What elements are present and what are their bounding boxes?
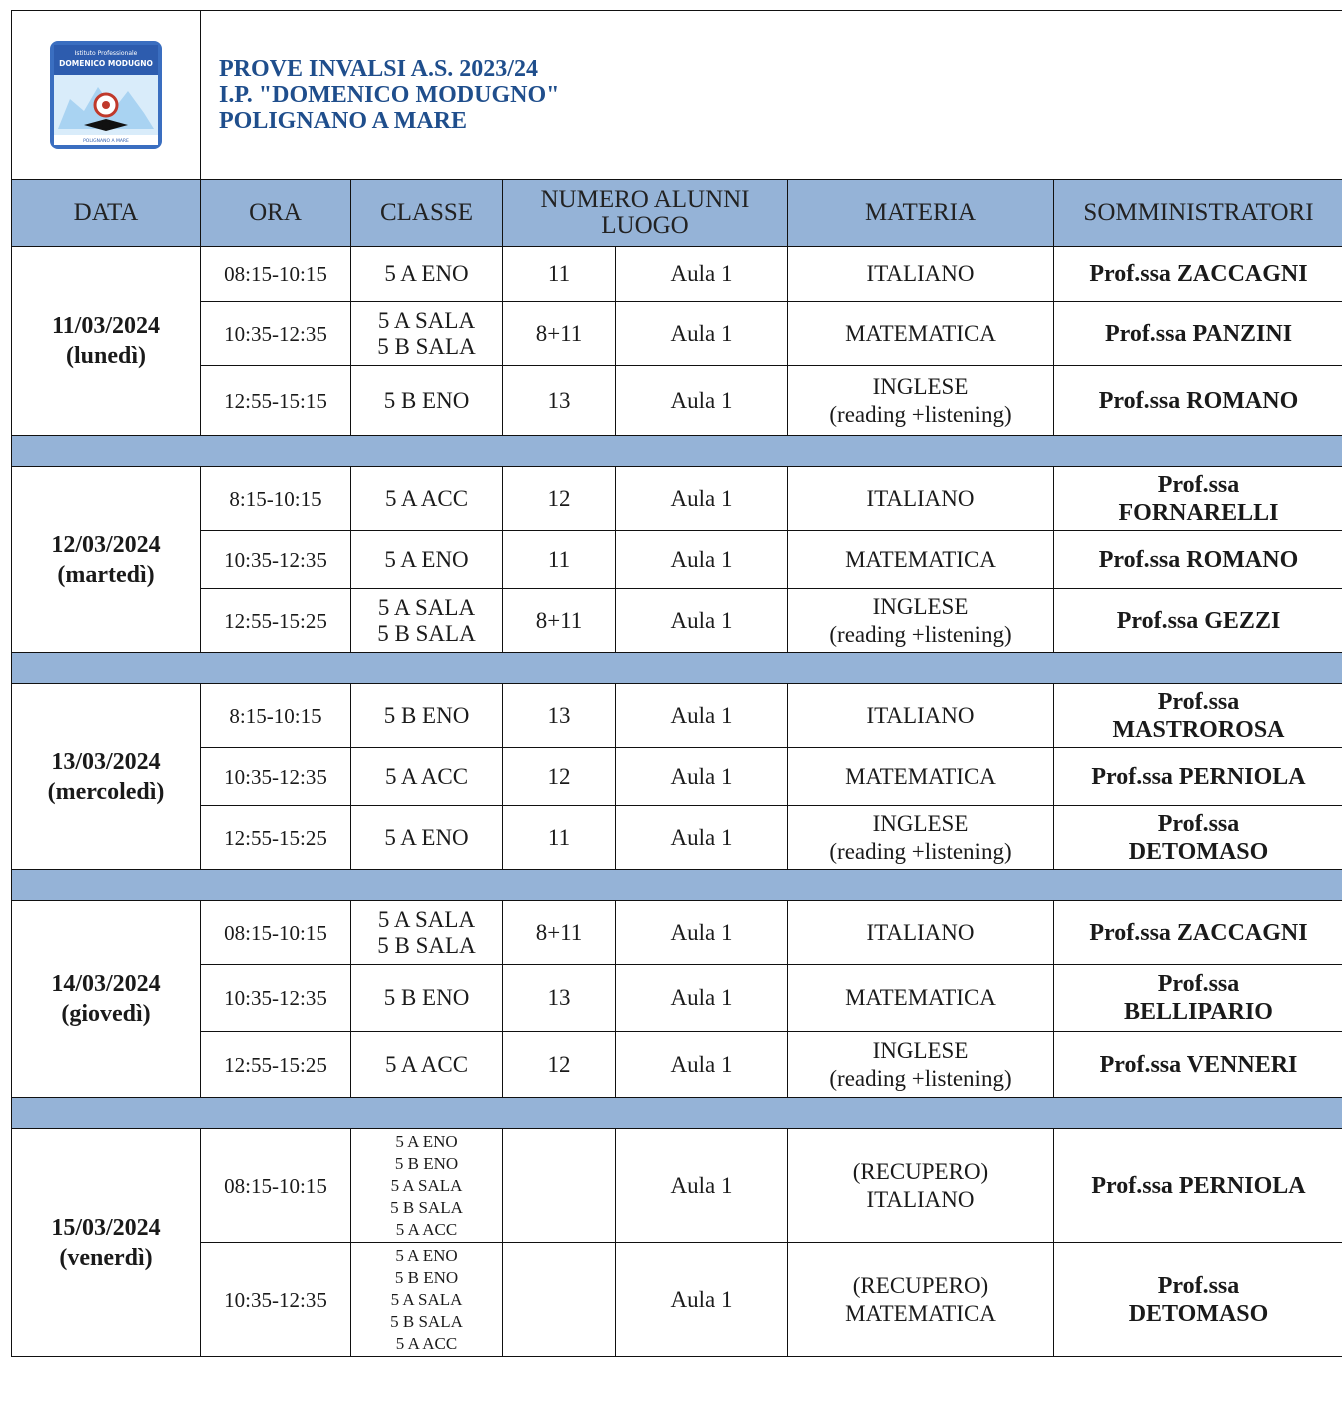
materia-line: MATEMATICA [845, 985, 996, 1010]
weekday-value: (martedì) [57, 561, 155, 588]
luogo-cell: Aula 1 [616, 589, 788, 653]
table-row [12, 806, 1342, 870]
somministratore-line: Prof.ssa ZACCAGNI [1089, 261, 1308, 287]
somministratore-cell [1054, 806, 1342, 870]
classe-line: 5 B SALA [377, 333, 476, 359]
date-cell [12, 247, 201, 436]
luogo-cell: Aula 1 [616, 901, 788, 965]
table-row [12, 589, 1342, 653]
materia-line: INGLESE [872, 810, 969, 836]
title-line-3: POLIGNANO A MARE [219, 108, 468, 134]
separator-cell [12, 1098, 1342, 1129]
col-header-somministratori: SOMMINISTRATORI [1054, 180, 1342, 247]
classe-line: 5 A SALA [377, 594, 476, 620]
materia-cell [788, 806, 1054, 870]
ora-cell: 08:15-10:15 [201, 247, 351, 302]
somministratore-line: Prof.ssa VENNERI [1099, 1051, 1298, 1078]
somministratore-cell [1054, 1129, 1342, 1243]
materia-cell [788, 589, 1054, 653]
classe-line: 5 B SALA [377, 620, 476, 646]
materia-cell [788, 531, 1054, 589]
luogo-cell: Aula 1 [616, 1129, 788, 1243]
somministratore-cell [1054, 684, 1342, 748]
somministratore-cell [1054, 1032, 1342, 1098]
classe-line: 5 A ACC [384, 763, 469, 789]
somministratore-line: Prof.ssa GEZZI [1116, 607, 1281, 634]
alunni-cell: 12 [503, 467, 616, 531]
somministratore-line: DETOMASO [1128, 1300, 1269, 1327]
date-value: 12/03/2024 [51, 531, 161, 558]
col-header-classe: CLASSE [351, 180, 503, 247]
classe-line: 5 B ENO [383, 387, 470, 413]
somministratore-line: DETOMASO [1128, 838, 1269, 865]
alunni-cell: 13 [503, 684, 616, 748]
ora-cell: 10:35-12:35 [201, 531, 351, 589]
classe-cell [351, 1129, 503, 1243]
materia-line: INGLESE [872, 593, 969, 619]
date-value: 13/03/2024 [51, 748, 161, 775]
materia-cell [788, 302, 1054, 366]
somministratore-cell [1054, 965, 1342, 1032]
logo-cell [12, 11, 201, 180]
somministratore-line: Prof.ssa PERNIOLA [1091, 1172, 1306, 1199]
day-separator [12, 653, 1342, 684]
somministratore-cell [1054, 467, 1342, 531]
somministratore-line: Prof.ssa ROMANO [1098, 387, 1299, 414]
somministratore-line: Prof.ssa [1157, 471, 1240, 498]
weekday-value: (mercoledì) [47, 778, 165, 805]
classe-line: 5 B ENO [394, 1153, 459, 1173]
classe-line: 5 A ENO [384, 824, 469, 850]
date-cell [12, 1129, 201, 1357]
materia-line: MATEMATICA [845, 546, 996, 572]
classe-line: 5 A SALA [377, 307, 476, 333]
somministratore-cell [1054, 901, 1342, 965]
alunni-cell: 11 [503, 247, 616, 302]
title-line-2: I.P. "DOMENICO MODUGNO" [219, 82, 560, 108]
materia-line: MATEMATICA [845, 320, 996, 346]
alunni-cell: 13 [503, 965, 616, 1032]
alunni-cell: 8+11 [503, 589, 616, 653]
materia-line: ITALIANO [866, 1186, 975, 1212]
somministratore-line: Prof.ssa [1157, 971, 1240, 997]
classe-cell [351, 901, 503, 965]
table-row [12, 748, 1342, 806]
luogo-cell: Aula 1 [616, 1243, 788, 1357]
materia-line: (reading +listening) [829, 401, 1012, 427]
luogo-cell: Aula 1 [616, 467, 788, 531]
somministratore-cell [1054, 748, 1342, 806]
logo-title-text: DOMENICO MODUGNO [59, 59, 153, 68]
materia-line: ITALIANO [866, 702, 975, 728]
materia-cell [788, 748, 1054, 806]
somministratore-line: Prof.ssa ROMANO [1098, 546, 1299, 573]
ora-cell: 08:15-10:15 [201, 1129, 351, 1243]
materia-cell [788, 1032, 1054, 1098]
table-row [12, 247, 1342, 302]
luogo-cell: Aula 1 [616, 531, 788, 589]
materia-line: ITALIANO [866, 485, 975, 511]
day-separator [12, 870, 1342, 901]
classe-cell [351, 1243, 503, 1357]
separator-cell [12, 870, 1342, 901]
document-title [201, 11, 1342, 180]
ora-cell: 12:55-15:25 [201, 1032, 351, 1098]
col-header-luogo: LUOGO [601, 212, 689, 239]
alunni-cell [503, 1243, 616, 1357]
table-row [12, 965, 1342, 1032]
luogo-cell: Aula 1 [616, 684, 788, 748]
classe-cell [351, 965, 503, 1032]
ora-cell: 8:15-10:15 [201, 467, 351, 531]
date-value: 11/03/2024 [51, 313, 160, 339]
date-value: 15/03/2024 [51, 1214, 161, 1241]
materia-line: (RECUPERO) [852, 1272, 989, 1298]
classe-line: 5 A ACC [384, 485, 469, 511]
table-row [12, 1243, 1342, 1357]
alunni-cell: 8+11 [503, 302, 616, 366]
table-row [12, 1032, 1342, 1098]
materia-line: (reading +listening) [829, 621, 1012, 647]
ora-cell: 10:35-12:35 [201, 1243, 351, 1357]
classe-line: 5 A ACC [395, 1333, 458, 1353]
ora-cell: 8:15-10:15 [201, 684, 351, 748]
materia-cell [788, 1243, 1054, 1357]
somministratore-line: Prof.ssa PANZINI [1104, 320, 1293, 347]
luogo-cell: Aula 1 [616, 965, 788, 1032]
col-header-data: DATA [12, 180, 201, 247]
ora-cell: 12:55-15:25 [201, 589, 351, 653]
classe-cell [351, 531, 503, 589]
classe-line: 5 B ENO [383, 702, 470, 728]
classe-line: 5 B SALA [390, 1311, 463, 1331]
svg-text:POLIGNANO A MARE: POLIGNANO A MARE [83, 139, 129, 144]
somministratore-line: Prof.ssa [1157, 810, 1240, 837]
classe-line: 5 B ENO [383, 985, 470, 1010]
materia-line: MATEMATICA [845, 1300, 996, 1326]
days-body [12, 247, 1342, 1357]
svg-text:Istituto Professionale: Istituto Professionale [74, 50, 138, 57]
luogo-cell: Aula 1 [616, 806, 788, 870]
luogo-cell: Aula 1 [616, 247, 788, 302]
somministratore-cell [1054, 531, 1342, 589]
ora-cell: 10:35-12:35 [201, 302, 351, 366]
somministratore-cell [1054, 366, 1342, 436]
materia-line: (RECUPERO) [852, 1158, 989, 1184]
classe-line: 5 A ACC [384, 1051, 469, 1077]
luogo-cell: Aula 1 [616, 1032, 788, 1098]
alunni-cell [503, 1129, 616, 1243]
materia-line: ITALIANO [866, 261, 975, 286]
materia-line: (reading +listening) [829, 838, 1012, 864]
ora-cell: 10:35-12:35 [201, 748, 351, 806]
date-cell [12, 467, 201, 653]
classe-line: 5 A ENO [395, 1245, 458, 1265]
classe-line: 5 B SALA [390, 1197, 463, 1217]
classe-cell [351, 589, 503, 653]
alunni-cell: 13 [503, 366, 616, 436]
table-row [12, 302, 1342, 366]
title-line-1: PROVE INVALSI A.S. 2023/24 [219, 56, 538, 82]
classe-cell [351, 247, 503, 302]
weekday-value: (lunedì) [65, 343, 146, 369]
classe-line: 5 A SALA [377, 906, 476, 932]
alunni-cell: 12 [503, 1032, 616, 1098]
materia-cell [788, 467, 1054, 531]
classe-line: 5 A SALA [390, 1175, 463, 1195]
classe-cell [351, 748, 503, 806]
table-row [12, 1129, 1342, 1243]
materia-line: ITALIANO [866, 919, 975, 945]
weekday-value: (giovedì) [61, 1001, 151, 1027]
alunni-cell: 11 [503, 531, 616, 589]
materia-cell [788, 901, 1054, 965]
table-row [12, 684, 1342, 748]
ora-cell: 12:55-15:25 [201, 806, 351, 870]
date-cell [12, 901, 201, 1098]
somministratore-line: MASTROROSA [1112, 716, 1285, 743]
somministratore-cell [1054, 589, 1342, 653]
luogo-cell: Aula 1 [616, 302, 788, 366]
alunni-cell: 8+11 [503, 901, 616, 965]
classe-cell [351, 684, 503, 748]
somministratore-line: BELLIPARIO [1124, 999, 1273, 1025]
materia-cell [788, 965, 1054, 1032]
ora-cell: 08:15-10:15 [201, 901, 351, 965]
table-row [12, 901, 1342, 965]
alunni-cell: 11 [503, 806, 616, 870]
materia-line: INGLESE [872, 373, 969, 399]
somministratore-line: Prof.ssa PERNIOLA [1091, 763, 1306, 790]
materia-cell [788, 247, 1054, 302]
classe-line: 5 B SALA [377, 932, 476, 958]
col-header-ora: ORA [201, 180, 351, 247]
ora-cell: 10:35-12:35 [201, 965, 351, 1032]
classe-cell [351, 302, 503, 366]
classe-cell [351, 806, 503, 870]
separator-cell [12, 653, 1342, 684]
somministratore-line: Prof.ssa [1157, 688, 1240, 715]
weekday-value: (venerdì) [59, 1244, 153, 1271]
day-separator [12, 1098, 1342, 1129]
col-header-numero-alunni: NUMERO ALUNNI [540, 186, 750, 213]
table-row [12, 531, 1342, 589]
date-cell [12, 684, 201, 870]
luogo-cell: Aula 1 [616, 366, 788, 436]
somministratore-cell [1054, 247, 1342, 302]
col-header-materia: MATERIA [788, 180, 1054, 247]
classe-line: 5 A ENO [395, 1131, 458, 1151]
classe-line: 5 A ENO [384, 261, 469, 286]
somministratore-cell [1054, 302, 1342, 366]
day-separator [12, 436, 1342, 467]
materia-line: MATEMATICA [845, 763, 996, 789]
schedule-table [11, 10, 1342, 1357]
table-row [12, 467, 1342, 531]
luogo-cell: Aula 1 [616, 748, 788, 806]
date-value: 14/03/2024 [51, 971, 161, 997]
materia-line: (reading +listening) [829, 1065, 1012, 1091]
classe-line: 5 A ACC [395, 1219, 458, 1239]
col-header-alunni-luogo [503, 180, 788, 247]
classe-cell [351, 366, 503, 436]
table-row [12, 366, 1342, 436]
classe-line: 5 A ENO [384, 546, 469, 572]
ora-cell: 12:55-15:15 [201, 366, 351, 436]
classe-cell [351, 467, 503, 531]
classe-line: 5 B ENO [394, 1267, 459, 1287]
materia-cell [788, 366, 1054, 436]
separator-cell [12, 436, 1342, 467]
materia-cell [788, 684, 1054, 748]
header-row [12, 180, 1342, 247]
school-logo-icon [48, 39, 164, 151]
materia-line: INGLESE [872, 1037, 969, 1063]
alunni-cell: 12 [503, 748, 616, 806]
classe-cell [351, 1032, 503, 1098]
materia-cell [788, 1129, 1054, 1243]
somministratore-cell [1054, 1243, 1342, 1357]
classe-line: 5 A SALA [390, 1289, 463, 1309]
somministratore-line: FORNARELLI [1118, 499, 1279, 526]
somministratore-line: Prof.ssa ZACCAGNI [1089, 919, 1308, 946]
somministratore-line: Prof.ssa [1157, 1272, 1240, 1299]
